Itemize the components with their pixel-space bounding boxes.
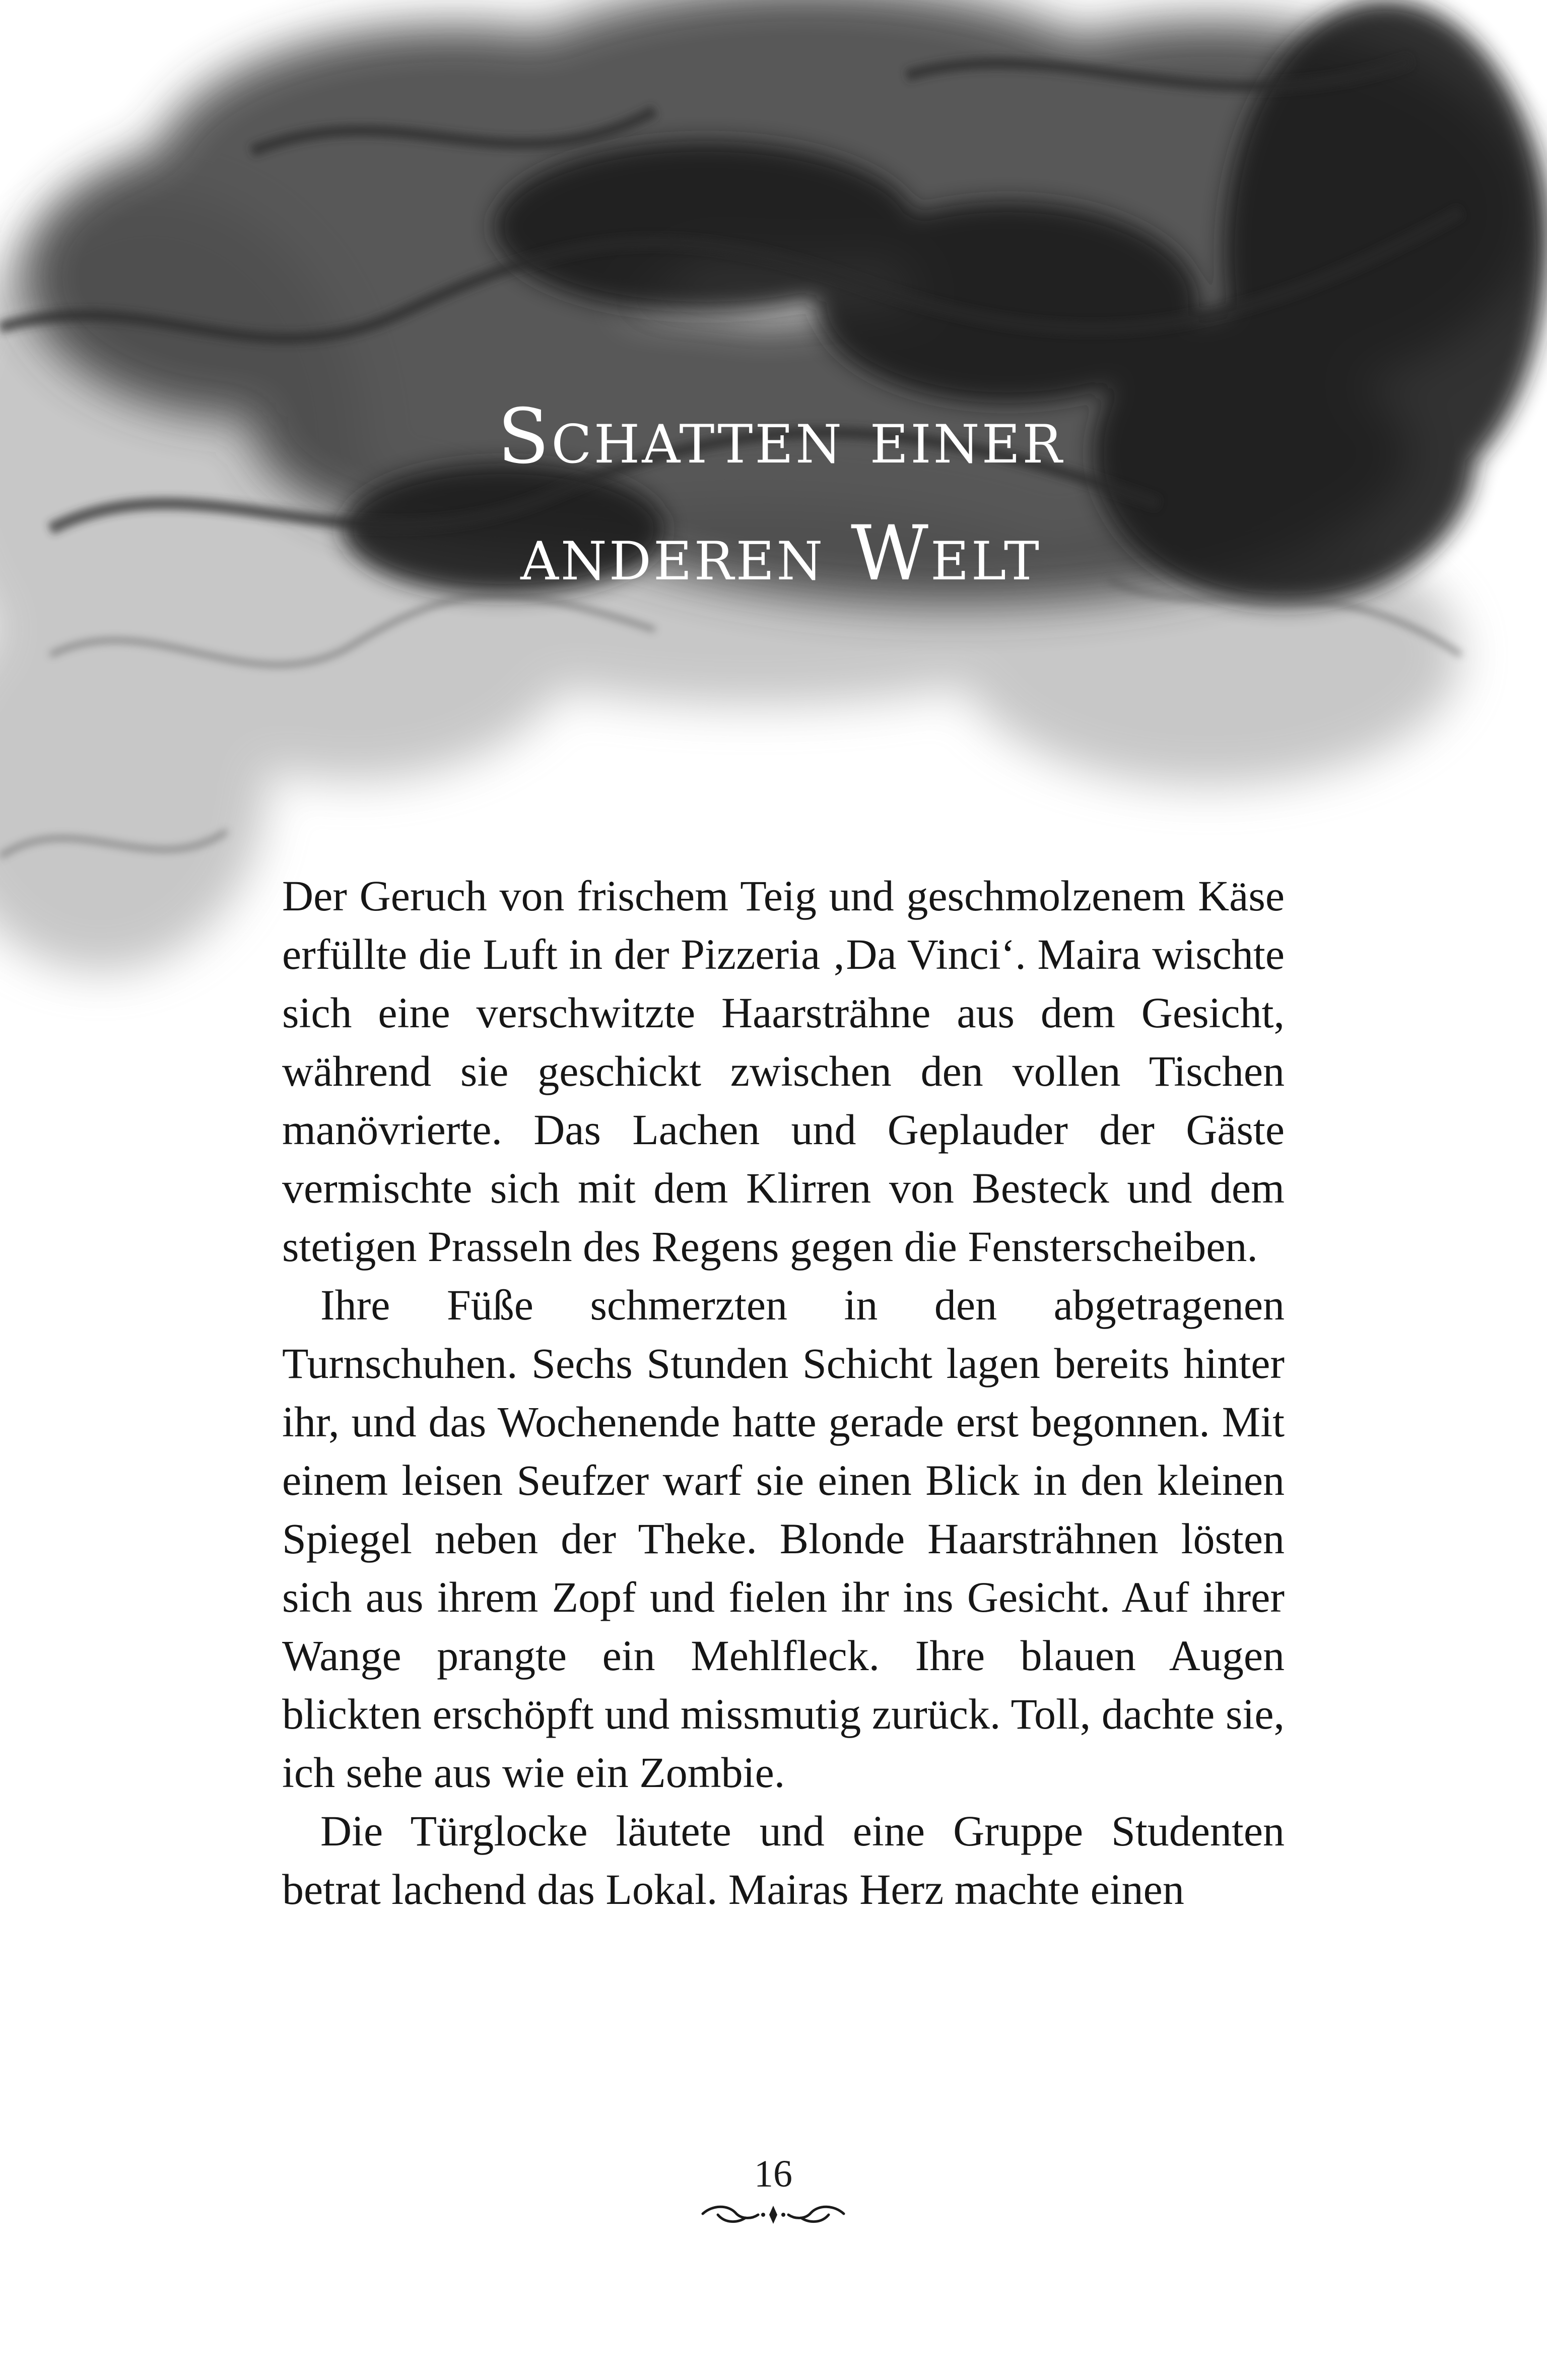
chapter-body [282, 867, 1285, 1919]
paragraph-3: Die Türglocke läutete und eine Gruppe Studenten betrat lachend das Lokal. Mairas Herz machte einen [282, 1807, 1285, 1913]
flourish-ornament-icon [698, 2200, 849, 2230]
chapter-title [353, 378, 1209, 613]
paragraph-1: Der Geruch von frischem Teig und geschmolzenem Käse erfüllte die Luft in der Pizzeria ‚Da Vinci‘. Maira wischte sich eine verschwitzte Haarsträhne aus dem Gesicht, während sie geschickt zwischen den vollen Tischen manövrierte. Das Lachen und Geplauder der Gäste vermischte sich mit dem Klirren von Besteck und dem stetigen Prasseln des Regens gegen die Fensterscheiben. [282, 872, 1285, 1271]
page-footer [698, 2151, 849, 2230]
paragraph-2: Ihre Füße schmerzten in den abgetragenen Turnschuhen. Sechs Stunden Schicht lagen bereits hinter ihr, und das Wochenende hatte gerade erst begonnen. Mit einem leisen Seufzer warf sie einen Blick in den kleinen Spiegel neben der Theke. Blonde Haarsträhnen lösten sich aus ihrem Zopf und fielen ihr ins Gesicht. Auf ihrer Wange prangte ein Mehlfleck. Ihre blauen Augen blickten erschöpft und missmutig zurück. Toll, dachte sie, ich sehe aus wie ein Zombie. [282, 1281, 1285, 1797]
page-number: 16 [754, 2153, 792, 2195]
chapter-title-line-1: Schatten einer [497, 392, 1064, 481]
chapter-title-line-2: anderen Welt [520, 510, 1041, 598]
